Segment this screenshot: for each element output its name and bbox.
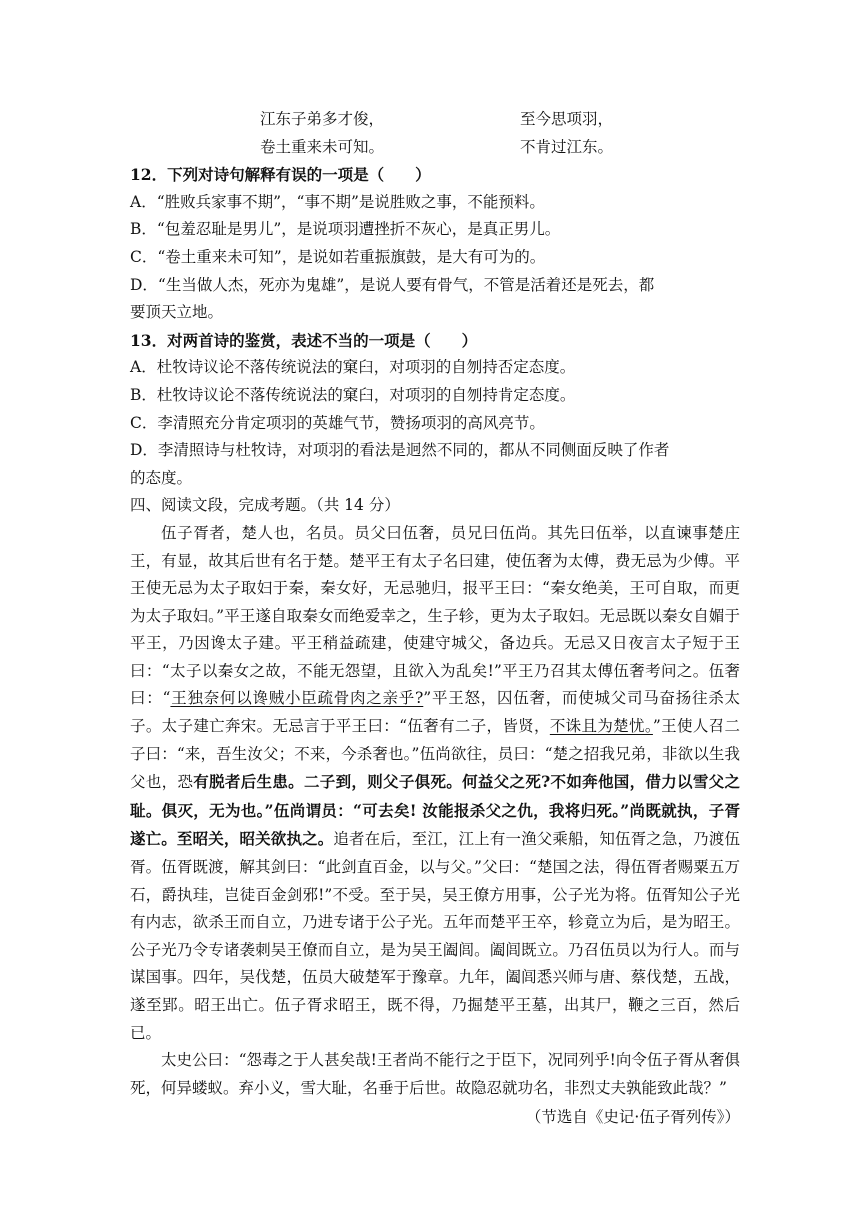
option-b: B．杜牧诗议论不落传统说法的窠臼，对项羽的自刎持肯定态度。 [130, 385, 576, 404]
poem-block [260, 106, 720, 161]
passage [130, 520, 740, 1102]
bold-passage-text: 有脱者后生患。二子到，则父子俱死。何益父之死?不如奔他国，借力以雪父之耻。俱灭，无为也。”伍尚谓员：“可去矣! 汝能报杀父之仇，我将归死。”尚既就执，子胥遂亡。至昭关，昭关欲执之。 [130, 772, 740, 849]
exam-page [130, 106, 740, 1132]
option-a: A．“胜败兵家事不期”，“事不期”是说胜败之事，不能预料。 [130, 192, 545, 211]
poem-line: 不肯过江东。 [520, 137, 614, 156]
poem-line: 江东子弟多才俊， [260, 110, 385, 128]
question-13 [130, 327, 740, 493]
option-d: D．李清照诗与杜牧诗，对项羽的看法是迥然不同的，都从不同侧面反映了作者 [130, 441, 670, 460]
option-a: A．杜牧诗议论不落传统说法的窠臼，对项羽的自刎持否定态度。 [130, 358, 576, 377]
underlined-sentence-1: 王独奈何以谗贼小臣疏骨肉之亲乎? [170, 689, 424, 708]
option-d-continued: 的态度。 [130, 468, 193, 487]
option-c: C．“卷土重来未可知”，是说如若重振旗鼓，是大有可为的。 [130, 247, 546, 266]
source-citation: （节选自《史记·伍子胥列传》） [525, 1108, 740, 1127]
passage-text: 伍子胥者，楚人也，名员。员父曰伍奢，员兄曰伍尚。其先曰伍举，以直谏事楚庄王，有显，故其后世有名于楚。楚平王有太子名曰建，使伍奢为太傅，费无忌为少傅。平王使无忌为太子取妇于秦，秦女好，无忌驰归，报平王曰：“秦女绝美，王可自取，而更为太子取妇。”平王遂自取秦女而绝爱幸之，生子轸，更为太子取妇。无忌既以秦女自媚于平王，乃因谗太子建。平王稍益疏建，使建守城父，备边兵。无忌又日夜言太子短于王曰：“太子以秦女之故，不能无怨望，且欲入为乱矣!”平王乃召其太傅伍奢考问之。伍奢曰：“ [130, 523, 740, 708]
section-4 [130, 492, 740, 1132]
poem-line: 卷土重来未可知。 [260, 137, 385, 156]
poem-line: 至今思项羽， [520, 110, 614, 128]
section-heading: 四、阅读文段，完成考题。（共 14 分） [130, 496, 400, 515]
poem-row-1 [260, 106, 720, 134]
passage-text: ”王使人召二子曰：“来，吾生汝父；不来，今杀奢也。”伍尚欲往，员曰：“楚之招我兄弟，非欲以生我父也，恐 [130, 717, 740, 792]
underlined-sentence-2: 不诛且为楚忧。 [549, 717, 653, 736]
poem-row-2 [260, 134, 720, 162]
option-b: B．“包羞忍耻是男儿”，是说项羽遭挫折不灰心，是真正男儿。 [130, 220, 561, 239]
question-12 [130, 161, 740, 327]
option-d: D．“生当做人杰，死亦为鬼雄”，是说人要有骨气，不管是活着还是死去，都 [130, 275, 655, 294]
passage-paragraph-1 [130, 520, 740, 1047]
option-c: C．李清照充分肯定项羽的英雄气节，赞扬项羽的高风亮节。 [130, 413, 545, 432]
passage-paragraph-2: 太史公曰：“怨毒之于人甚矣哉!王者尚不能行之于臣下，况同列乎!向令伍子胥从奢俱死，何异蝼蚁。弃小义，雪大耻，名垂于后世。故隐忍就功名，非烈丈夫孰能致此哉？” [130, 1051, 740, 1097]
passage-text: 追者在后，至江，江上有一渔父乘船，知伍胥之急，乃渡伍胥。伍胥既渡，解其剑曰：“此剑直百金，以与父。”父曰：“楚国之法，得伍胥者赐粟五万石，爵执珪，岂徒百金剑邪!”不受。至于吴，吴王僚方用事，公子光为将。伍胥知公子光有内志，欲杀王而自立，乃进专诸于公子光。五年而楚平王卒，轸竟立为后，是为昭王。公子光乃令专诸袭刺吴王僚而自立，是为吴王阖闾。阖闾既立。乃召伍员以为行人。而与谋国事。四年，吴伐楚，伍员大破楚军于豫章。九年，阖闾悉兴师与唐、蔡伐楚，五战，遂至郢。昭王出亡。伍子胥求昭王，既不得，乃掘楚平王墓，出其尸，鞭之三百，然后已。 [130, 830, 740, 1042]
question-stem: 12．下列对诗句解释有误的一项是（ ） [130, 165, 431, 185]
question-stem: 13．对两首诗的鉴赏，表述不当的一项是（ ） [130, 330, 478, 350]
option-d-continued: 要顶天立地。 [130, 303, 224, 322]
passage-text: ”平王怒，囚伍奢，而使城父司马奋扬往杀太子。太子建亡奔宋。无忌言于平王曰：“伍奢有二子，皆贤， [130, 689, 740, 736]
